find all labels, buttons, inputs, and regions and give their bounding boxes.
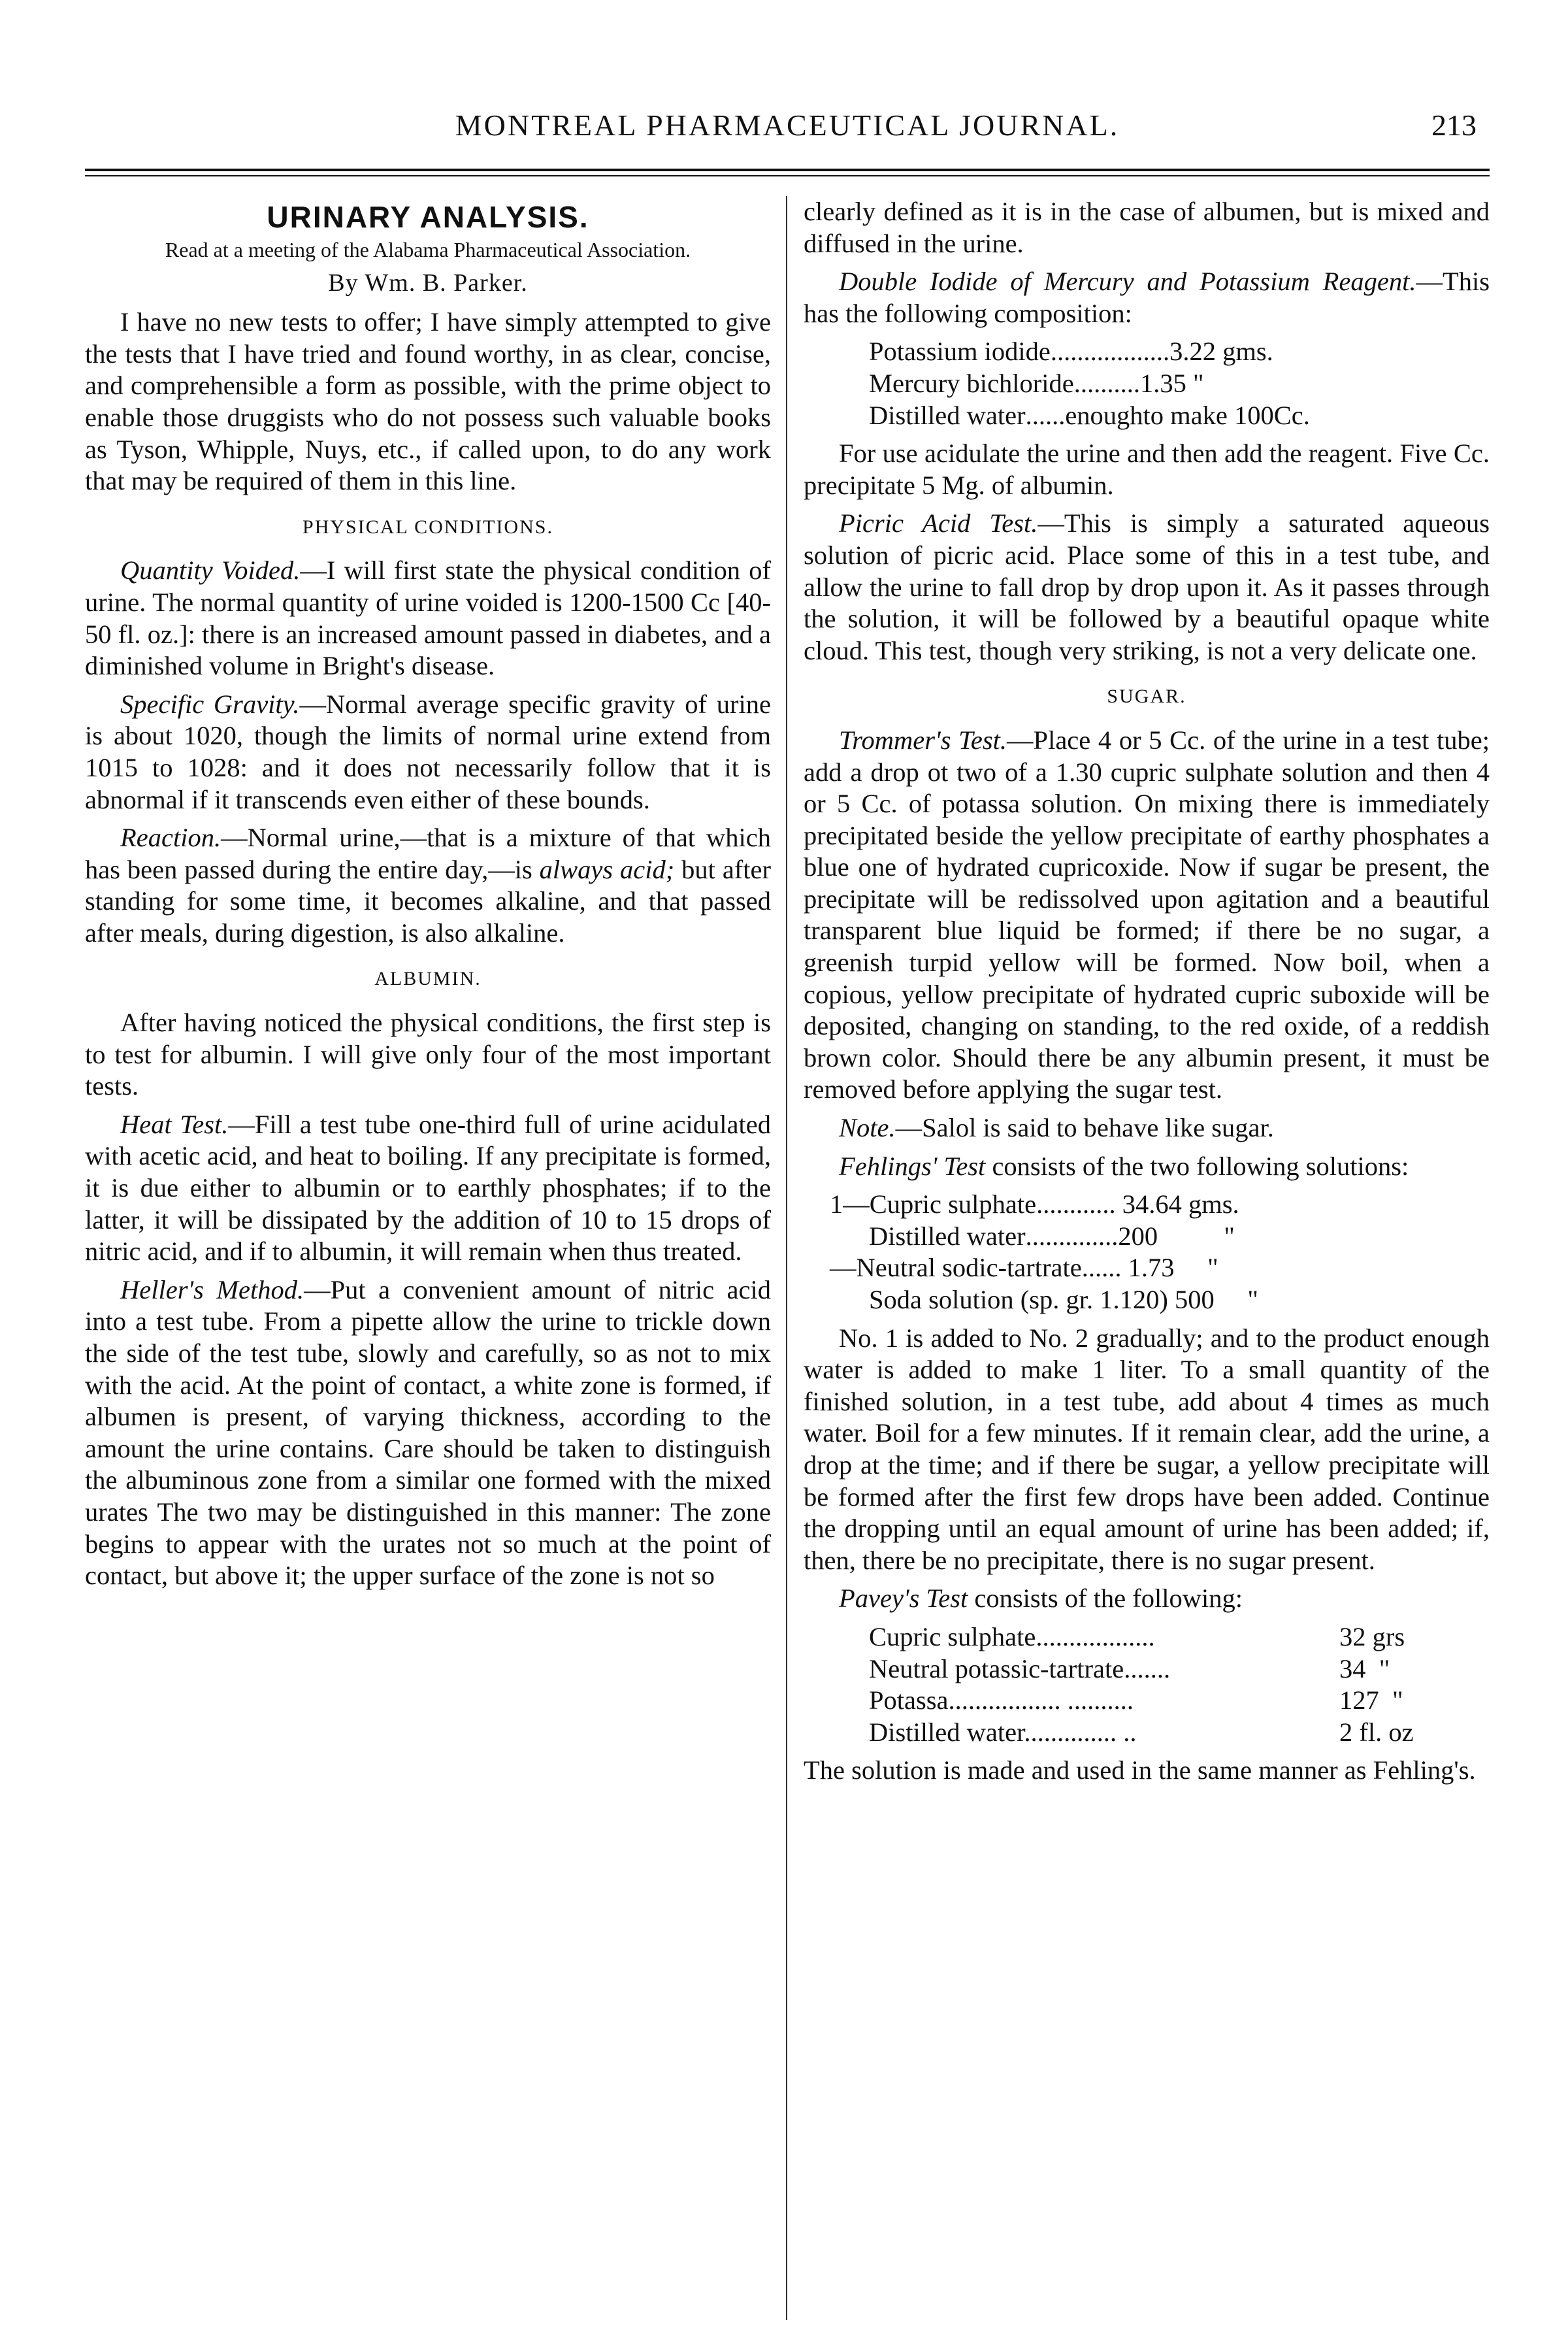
formula-qty: enoughto make 100Cc. [1065, 400, 1310, 430]
label-pavey: Pavey's Test [839, 1583, 968, 1614]
table-cell-qty: 127 " [1339, 1685, 1403, 1715]
label-fehling: Fehlings' Test [839, 1151, 986, 1181]
label-note: Note. [839, 1113, 896, 1143]
text-reaction-b: but after standing for some time, it becomes alkaline, and that passed after meals, during digestion, is also alkaline. [85, 854, 772, 948]
text-trommer: —Place 4 or 5 Cc. of the urine in a test tube; add a drop ot two of a 1.30 cupric sulphate solution and then 4 or 5 Cc. of potassa solution. On mixing there is immediately precipitated beside the yellow precipitate of earthy phosphates a blue one of hydrated cupricoxide. Now if sugar be present, the precipitate will be redissolved upon agitation and a beautiful transparent blue liquid be formed; if there be no sugar, a greenish turpid yellow will be formed. Now boil, when a copious, yellow precipitate of hydrated cupric suboxide will be deposited, changing on standing, to the red oxide, of a reddish brown color. Should there be any albumin present, it must be removed before applying the sugar test. [804, 725, 1490, 1104]
label-trommer: Trommer's Test. [839, 725, 1007, 755]
table-cell-qty: 34 " [1339, 1653, 1390, 1683]
formula-qty: 200 " [1118, 1221, 1235, 1251]
table-row [804, 1621, 1490, 1653]
formula-name: Potassium iodide [869, 337, 1051, 367]
text-fehling: consists of the two following solutions: [985, 1151, 1409, 1181]
formula-dots: ...... [1081, 1253, 1122, 1283]
formula-name: Distilled water [869, 400, 1026, 430]
paragraph-double-iodide [804, 266, 1490, 329]
emphasis-always-acid: always acid; [539, 854, 675, 884]
formula-row [804, 1221, 1490, 1253]
label-heller: Heller's Method. [120, 1274, 304, 1304]
intro-paragraph: I have no new tests to offer; I have simply attempted to give the tests that I have tried and found worthy, in as clear, concise, and comprehensible a form as possible, with the prime object to enable those druggists who do not possess such valuable books as Tyson, Whipple, Nuys, etc., if called upon, to do any work that may be required of them in this line. [85, 307, 771, 496]
formula-row [804, 1252, 1490, 1284]
formula-row [804, 1284, 1490, 1316]
formula-qty: 1.35 " [1140, 368, 1204, 398]
article-title: URINARY ANALYSIS. [267, 200, 589, 234]
paragraph-heat-test [85, 1109, 771, 1268]
table-cell-name: Cupric sulphate.................. [869, 1621, 1155, 1651]
formula-dots: ...... [1025, 400, 1066, 430]
section-heading-physical: PHYSICAL CONDITIONS. [302, 516, 553, 538]
text-heat-test: —Fill a test tube one-third full of urine acidulated with acetic acid, and heat to boiling. If any precipitate is formed, it is due either to albumin or to earthly phosphates; if to the latter, it will be dissipated by the addition of 10 to 15 drops of nitric acid, and if to albumin, it will remain when thus treated. [85, 1109, 771, 1267]
paragraph-fehling-use: No. 1 is added to No. 2 gradually; and to the product enough water is added to make 1 liter. To a small quantity of the finished solution, in a test tube, add about 4 times as much water. Boil for a few minutes. If it remain clear, add the urine, a drop at the time; and if there be sugar, a yellow precipitate will be formed after the first few drops have been added. Continue the dropping until an equal amount of urine has been added; if, then, there be no precipitate, there is no sugar present. [804, 1323, 1490, 1575]
header-rule [85, 169, 1490, 171]
paragraph-note [804, 1112, 1490, 1144]
paragraph-continuation: clearly defined as it is in the case of albumen, but is mixed and diffused in the urine. [804, 197, 1490, 258]
pavey-table [804, 1621, 1490, 1748]
formula-qty: 500 " [1175, 1285, 1258, 1314]
formula-dots: .......... [1073, 368, 1141, 398]
text-quantity: —I will first state the physical condition of urine. The normal quantity of urine voided is 1200-1500 Cc [40-50 fl. oz.]: there is an increased amount passed in diabetes, and a diminished volume in Bright's disease. [85, 555, 771, 681]
paragraph-fehling [804, 1151, 1490, 1183]
text-specific-gravity: —Normal average specific gravity of urine is about 1020, though the limits of normal urine extend from 1015 to 1028: and it does not necessarily follow that it is abnormal if it transcends even either of these bounds. [85, 689, 771, 814]
journal-title: MONTREAL PHARMACEUTICAL JOURNAL. [455, 108, 1120, 142]
formula-qty: 34.64 gms. [1122, 1189, 1239, 1219]
text-reaction-a: —Normal urine,—that is a mixture of that which has been passed during the entire day,—is [85, 823, 771, 884]
formula-name: Soda solution (sp. gr. 1.120) [869, 1285, 1168, 1314]
header-rule-thin [85, 175, 1490, 176]
paragraph-picric [804, 508, 1490, 667]
formula-row [804, 368, 1490, 400]
table-cell-name: Potassa................. .......... [869, 1685, 1134, 1715]
paragraph-quantity [85, 555, 771, 682]
formula-dots: .................. [1050, 337, 1170, 367]
text-double-iodide: —This has the following composition: [804, 267, 1490, 328]
paragraph-pavey [804, 1583, 1490, 1615]
formula-qty: 1.73 " [1128, 1253, 1218, 1283]
paragraph-heller [85, 1274, 771, 1592]
paragraph-pavey-use: The solution is made and used in the same manner as Fehling's. [804, 1755, 1476, 1785]
label-heat-test: Heat Test. [120, 1109, 229, 1139]
text-note: —Salol is said to behave like sugar. [895, 1113, 1274, 1143]
paragraph-trommer [804, 725, 1490, 1106]
left-column [85, 196, 771, 1598]
double-iodide-formula [804, 336, 1490, 431]
table-row [804, 1685, 1490, 1717]
fehling-formula [804, 1189, 1490, 1316]
running-head [85, 108, 1490, 154]
paragraph-specific-gravity [85, 689, 771, 816]
formula-row [804, 336, 1490, 368]
paragraph-albumin-intro: After having noticed the physical conditions, the first step is to test for albumin. I will give only four of the most important tests. [85, 1008, 771, 1101]
formula-row [804, 400, 1490, 432]
article-byline: By Wm. B. Parker. [328, 269, 528, 297]
label-specific-gravity: Specific Gravity. [120, 689, 300, 719]
paragraph-double-iodide-use: For use acidulate the urine and then add the reagent. Five Cc. precipitate 5 Mg. of albumin. [804, 439, 1490, 500]
section-heading-sugar: SUGAR. [1107, 686, 1186, 708]
text-picric: —This is simply a saturated aqueous solution of picric acid. Place some of this in a test tube, and allow the urine to fall drop by drop upon it. As it passes through the solution, it will be followed by a beautiful opaque white cloud. This test, though very striking, is not a very delicate one. [804, 508, 1490, 665]
formula-row [804, 1189, 1490, 1221]
formula-name: —Neutral sodic-tartrate [830, 1253, 1082, 1283]
label-reaction: Reaction. [120, 823, 221, 853]
formula-dots: ............ [1036, 1189, 1116, 1219]
section-heading-albumin: ALBUMIN. [374, 968, 482, 990]
formula-dots: .............. [1025, 1221, 1119, 1251]
label-picric: Picric Acid Test. [839, 508, 1038, 538]
table-cell-qty: 2 fl. oz [1339, 1717, 1414, 1747]
article-subtitle: Read at a meeting of the Alabama Pharmaceutical Association. [165, 237, 691, 261]
formula-name: Distilled water [869, 1221, 1026, 1251]
formula-name: Mercury bichloride [869, 368, 1074, 398]
label-quantity: Quantity Voided. [120, 555, 301, 586]
table-cell-qty: 32 grs [1339, 1621, 1405, 1651]
table-row [804, 1717, 1490, 1749]
formula-name: 1—Cupric sulphate [830, 1189, 1037, 1219]
column-divider [786, 196, 787, 2320]
page-number: 213 [1431, 108, 1477, 142]
paragraph-reaction [85, 822, 771, 949]
right-column [804, 196, 1490, 1793]
label-double-iodide: Double Iodide of Mercury and Potassium Reagent. [839, 267, 1416, 297]
table-cell-name: Neutral potassic-tartrate....... [869, 1653, 1171, 1683]
formula-qty: 3.22 gms. [1169, 337, 1273, 367]
table-row [804, 1653, 1490, 1685]
text-heller: —Put a convenient amount of nitric acid into a test tube. From a pipette allow the urine to trickle down the side of the test tube, slowly and carefully, so as not to mix with the acid. At the point of contact, a white zone is formed, if albumen is present, of varying thickness, according to the amount the urine contains. Care should be taken to distinguish the albuminous zone from a similar one formed with the mixed urates The two may be distinguished in this manner: The zone begins to appear with the urates not so much at the point of contact, but above it; the upper surface of the zone is not so [85, 1274, 771, 1591]
table-cell-name: Distilled water.............. .. [869, 1717, 1137, 1747]
text-pavey: consists of the following: [968, 1583, 1243, 1614]
